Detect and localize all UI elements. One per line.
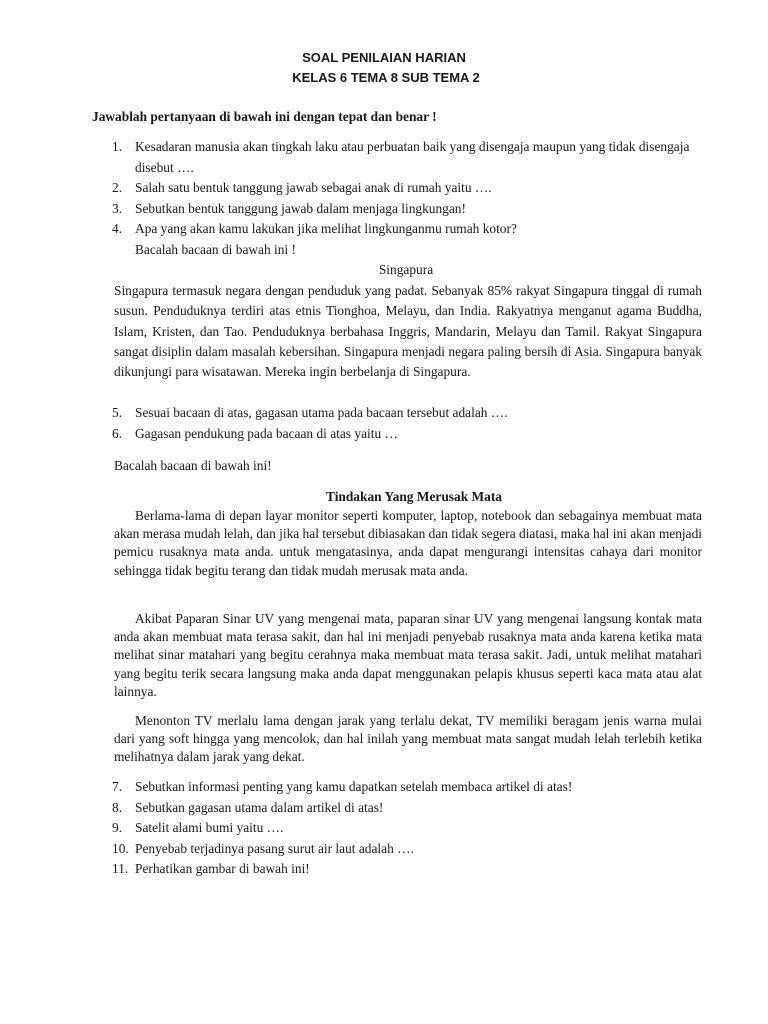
question-number: 11.: [112, 861, 129, 876]
question-item: [112, 818, 708, 839]
question-item: [112, 178, 708, 199]
question-item: [112, 199, 708, 220]
question-text: Gagasan pendukung pada bacaan di atas yaitu …: [135, 425, 398, 441]
question-text: Penyebab terjadinya pasang surut air laut adalah ….: [135, 840, 414, 856]
article-title: Tindakan Yang Merusak Mata: [326, 489, 502, 504]
doc-subtitle: KELAS 6 TEMA 8 SUB TEMA 2: [292, 70, 480, 85]
read-prompt: Bacalah bacaan di bawah ini!: [114, 458, 272, 473]
question-item: [112, 137, 708, 178]
question-item: [112, 798, 708, 819]
question-text: Kesadaran manusia akan tingkah laku atau perbuatan baik yang disengaja maupun yang tidak disengaja disebut ….: [135, 139, 690, 175]
reading-title: Singapura: [378, 262, 434, 277]
question-text: Sesuai bacaan di atas, gagasan utama pada bacaan tersebut adalah ….: [135, 405, 508, 420]
question-text: Apa yang akan kamu lakukan jika melihat lingkunganmu rumah kotor?: [135, 221, 517, 236]
question-text: Perhatikan gambar di bawah ini!: [135, 861, 310, 876]
question-list-b: [112, 403, 708, 444]
question-text: Salah satu bentuk tanggung jawab sebagai anak di rumah yaitu ….: [135, 180, 492, 195]
question-item: [112, 424, 708, 445]
article-paragraph-1: Berlama-lama di depan layar monitor seperti komputer, laptop, notebook dan sebagainya membuat mata akan merasa mudah lelah, dan jika hal tersebut dibiasakan dan tidak segera diatasi, maka hal ini akan menjadi pemicu rusaknya mata anda. untuk mengatasinya, anda dapat mengurangi intensitas cahaya dari monitor sehingga tidak begitu terang dan tidak mudah merusak mata anda.: [114, 508, 702, 578]
question-text: Sebutkan informasi penting yang kamu dapatkan setelah membaca artikel di atas!: [135, 779, 573, 794]
reading-paragraph: Singapura termasuk negara dengan penduduk yang padat. Sebanyak 85% rakyat Singapura tinggal di rumah susun. Penduduknya terdiri atas etnis Tionghoa, Melayu, dan India. Rakyatnya menganut agama Buddha, Islam, Kristen, dan Tao. Penduduknya berbahasa Inggris, Mandarin, Melayu dan Tamil. Rakyat Singapura sangat disiplin dalam masalah kebersihan. Singapura menjadi negara paling bersih di Asia. Singapura banyak dikunjungi para wisatawan. Mereka ingin berbelanja di Singapura.: [114, 283, 702, 380]
read-prompt: Bacalah bacaan di bawah ini !: [135, 241, 296, 257]
question-number: 10.: [112, 840, 129, 856]
question-number: 2.: [112, 180, 123, 195]
question-text: Satelit alami bumi yaitu ….: [135, 820, 284, 835]
question-item: [112, 403, 708, 424]
article-paragraph-2: Akibat Paparan Sinar UV yang mengenai mata, paparan sinar UV yang mengenai langsung kontak mata anda akan membuat mata terasa sakit, dan hal ini menjadi penyebab rusaknya mata anda karena ketika mata melihat sinar matahari yang begitu cerahnya maka membuat mata terasa sakit. Jadi, untuk melihat matahari yang begitu terik secara langsung maka anda dapat menggunakan pelapis khusus seperti kaca mata atau alat lainnya.: [114, 611, 702, 699]
question-number: 8.: [112, 799, 123, 815]
question-number: 5.: [112, 405, 123, 420]
question-text: Sebutkan bentuk tanggung jawab dalam menjaga lingkungan!: [135, 200, 466, 216]
question-number: 1.: [112, 139, 123, 154]
article-paragraph-3: Menonton TV merlalu lama dengan jarak yang terlalu dekat, TV memiliki beragam jenis warna mulai dari yang soft hingga yang mencolok, dan hal inilah yang membuat mata sangat mudah lelah terlebih ketika melihatnya dalam jarak yang dekat.: [114, 713, 702, 765]
question-number: 9.: [112, 820, 123, 835]
question-number: 7.: [112, 779, 123, 794]
question-item: [112, 219, 708, 240]
question-number: 6.: [112, 425, 123, 441]
question-item: [112, 839, 708, 860]
question-number: 3.: [112, 200, 123, 216]
question-list-c: [112, 777, 708, 880]
doc-title: SOAL PENILAIAN HARIAN: [302, 50, 466, 65]
question-list-a: [112, 137, 708, 260]
question-item: [112, 859, 708, 880]
question-number: 4.: [112, 221, 123, 236]
question-text: Sebutkan gagasan utama dalam artikel di atas!: [135, 799, 384, 815]
instruction-text: Jawablah pertanyaan di bawah ini dengan tepat dan benar !: [92, 109, 437, 124]
question-item: [112, 777, 708, 798]
